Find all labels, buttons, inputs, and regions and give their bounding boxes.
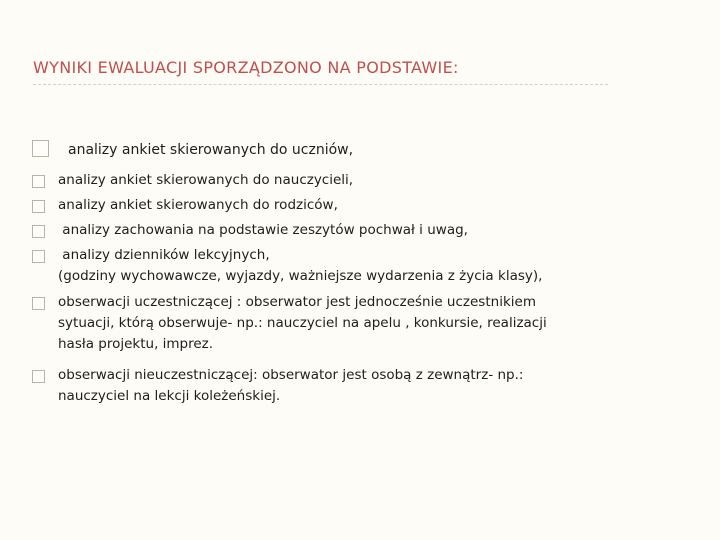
list-item: obserwacji nieuczestniczącej: obserwator jest osobą z zewnątrz- np.:	[58, 367, 524, 383]
list-item-continuation: sytuacji, którą obserwuje- np.: nauczyciel na apelu , konkursie, realizacji	[58, 315, 547, 331]
title-divider	[33, 84, 608, 85]
list-item: analizy ankiet skierowanych do nauczycieli,	[58, 172, 354, 188]
checkbox-icon	[32, 140, 49, 157]
list-item: obserwacji uczestniczącej : obserwator jest jednocześnie uczestnikiem	[58, 294, 536, 310]
list-item-continuation: nauczyciel na lekcji koleżeńskiej.	[58, 388, 281, 404]
checkbox-icon	[32, 225, 45, 238]
slide-title: WYNIKI EWALUACJI SPORZĄDZONO NA PODSTAWIE:	[33, 58, 459, 77]
checkbox-icon	[32, 297, 45, 310]
list-item: analizy ankiet skierowanych do uczniów,	[68, 142, 354, 158]
list-item-continuation: hasła projektu, imprez.	[58, 336, 214, 352]
checkbox-icon	[32, 175, 45, 188]
list-item-continuation: (godziny wychowawcze, wyjazdy, ważniejsze wydarzenia z życia klasy),	[58, 268, 543, 284]
list-item: analizy ankiet skierowanych do rodziców,	[58, 197, 338, 213]
checkbox-icon	[32, 370, 45, 383]
checkbox-icon	[32, 200, 45, 213]
list-item: analizy zachowania na podstawie zeszytów pochwał i uwag,	[58, 222, 468, 238]
list-item: analizy dzienników lekcyjnych,	[58, 247, 270, 263]
checkbox-icon	[32, 250, 45, 263]
